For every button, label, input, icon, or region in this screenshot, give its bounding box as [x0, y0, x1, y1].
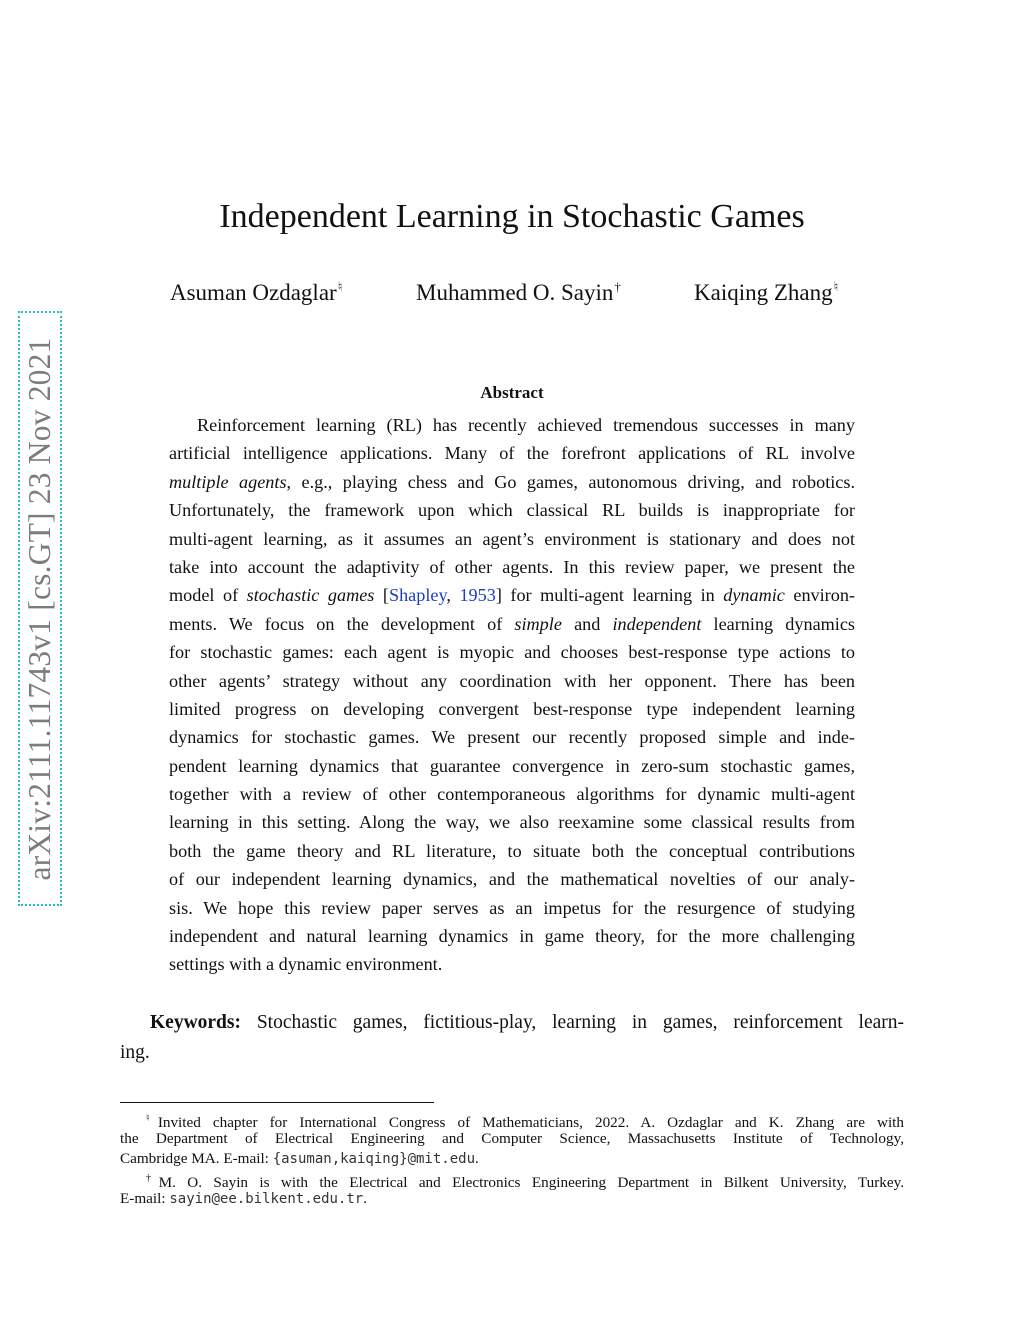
italic-term: dynamic	[723, 585, 785, 606]
keywords-label: Keywords:	[150, 1012, 241, 1033]
abstract-line: independent and natural learning dynamics in game theory, for the more challenging	[169, 926, 855, 947]
author-sayin	[416, 279, 621, 306]
abstract-line: pendent learning dynamics that guarantee convergence in zero-sum stochastic games,	[169, 755, 855, 776]
footnote-line: Cambridge MA. E-mail: {asuman,kaiqing}@mit.edu.	[120, 1150, 479, 1167]
abstract-line: for stochastic games: each agent is myopic and chooses best-response type actions to	[169, 642, 855, 663]
abstract-line: ments. We focus on the development of simple and independent learning dynamics	[169, 613, 855, 634]
abstract-line: learning in this setting. Along the way, we also reexamine some classical results from	[169, 812, 855, 833]
paper-title: Independent Learning in Stochastic Games	[219, 198, 805, 235]
abstract-line: both the game theory and RL literature, to situate both the conceptual contributions	[169, 840, 855, 861]
abstract-line: other agents’ strategy without any coordination with her opponent. There has been	[169, 670, 855, 691]
abstract-line: dynamics for stochastic games. We present our recently proposed simple and inde-	[169, 727, 855, 748]
italic-term: stochastic games	[246, 585, 375, 606]
author-zhang	[694, 279, 838, 306]
abstract-body	[169, 411, 855, 979]
abstract-line: multi-agent learning, as it assumes an agent’s environment is stationary and does not	[169, 528, 855, 549]
affiliation-mark: ♮	[337, 279, 343, 294]
abstract-heading: Abstract	[480, 383, 544, 402]
footnote-divider	[120, 1102, 434, 1103]
email-address[interactable]: {asuman,kaiqing}@mit.edu	[272, 1151, 475, 1167]
footnote-line: ♮Invited chapter for International Congress of Mathematicians, 2022. A. Ozdaglar and K. Zhang are with	[146, 1113, 904, 1131]
author-list	[0, 279, 1024, 309]
arxiv-identifier-text: arXiv:2111.11743v1 [cs.GT] 23 Nov 2021	[22, 336, 57, 881]
abstract-line: limited progress on developing convergent best-response type independent learning	[169, 698, 855, 719]
author-name: Muhammed O. Sayin	[416, 280, 614, 305]
keywords-line: ing.	[120, 1042, 150, 1063]
abstract-line: artificial intelligence applications. Many of the forefront applications of RL involve	[169, 443, 855, 464]
abstract-line: together with a review of other contemporaneous algorithms for dynamic multi-agent	[169, 784, 855, 805]
italic-term: simple	[514, 613, 562, 634]
abstract-line: model of stochastic games [Shapley, 1953] for multi-agent learning in dynamic environ-	[169, 585, 855, 606]
email-address[interactable]: sayin@ee.bilkent.edu.tr	[169, 1191, 364, 1207]
keywords-text: Stochastic games, fictitious-play, learning in games, reinforcement learn-	[241, 1012, 904, 1033]
footnote-line: E-mail: sayin@ee.bilkent.edu.tr.	[120, 1190, 368, 1207]
abstract-line: of our independent learning dynamics, and the mathematical novelties of our analy-	[169, 869, 855, 890]
footnote-mark: ♮	[146, 1113, 158, 1124]
footnote-line: †M. O. Sayin is with the Electrical and Electronics Engineering Department in Bilkent University, Turkey.	[146, 1173, 904, 1191]
abstract-line: settings with a dynamic environment.	[169, 954, 443, 975]
abstract-line: multiple agents, e.g., playing chess and Go games, autonomous driving, and robotics.	[169, 471, 856, 492]
author-name: Asuman Ozdaglar	[170, 280, 337, 305]
italic-term: independent	[612, 613, 702, 634]
keywords-section	[120, 1008, 904, 1068]
keywords-line	[120, 1008, 904, 1038]
affiliation-mark: ♮	[833, 279, 839, 294]
footnote-line: the Department of Electrical Engineering and Computer Science, Massachusetts Institute of Technology,	[120, 1130, 904, 1147]
abstract-line: take into account the adaptivity of other agents. In this review paper, we present the	[169, 556, 855, 577]
author-name: Kaiqing Zhang	[694, 280, 833, 305]
footnotes	[120, 1109, 904, 1209]
italic-term: multiple agents	[169, 471, 287, 492]
citation-link-author[interactable]: Shapley	[388, 585, 447, 606]
abstract-line: Reinforcement learning (RL) has recently achieved tremendous successes in many	[197, 415, 855, 435]
citation-link-year[interactable]: 1953	[459, 585, 496, 606]
abstract-line: Unfortunately, the framework upon which classical RL builds is inappropriate for	[169, 500, 855, 521]
footnote-mark: †	[146, 1173, 159, 1184]
abstract-line: sis. We hope this review paper serves as an impetus for the resurgence of studying	[169, 897, 855, 918]
author-ozdaglar	[170, 279, 342, 306]
affiliation-mark: †	[614, 279, 621, 294]
